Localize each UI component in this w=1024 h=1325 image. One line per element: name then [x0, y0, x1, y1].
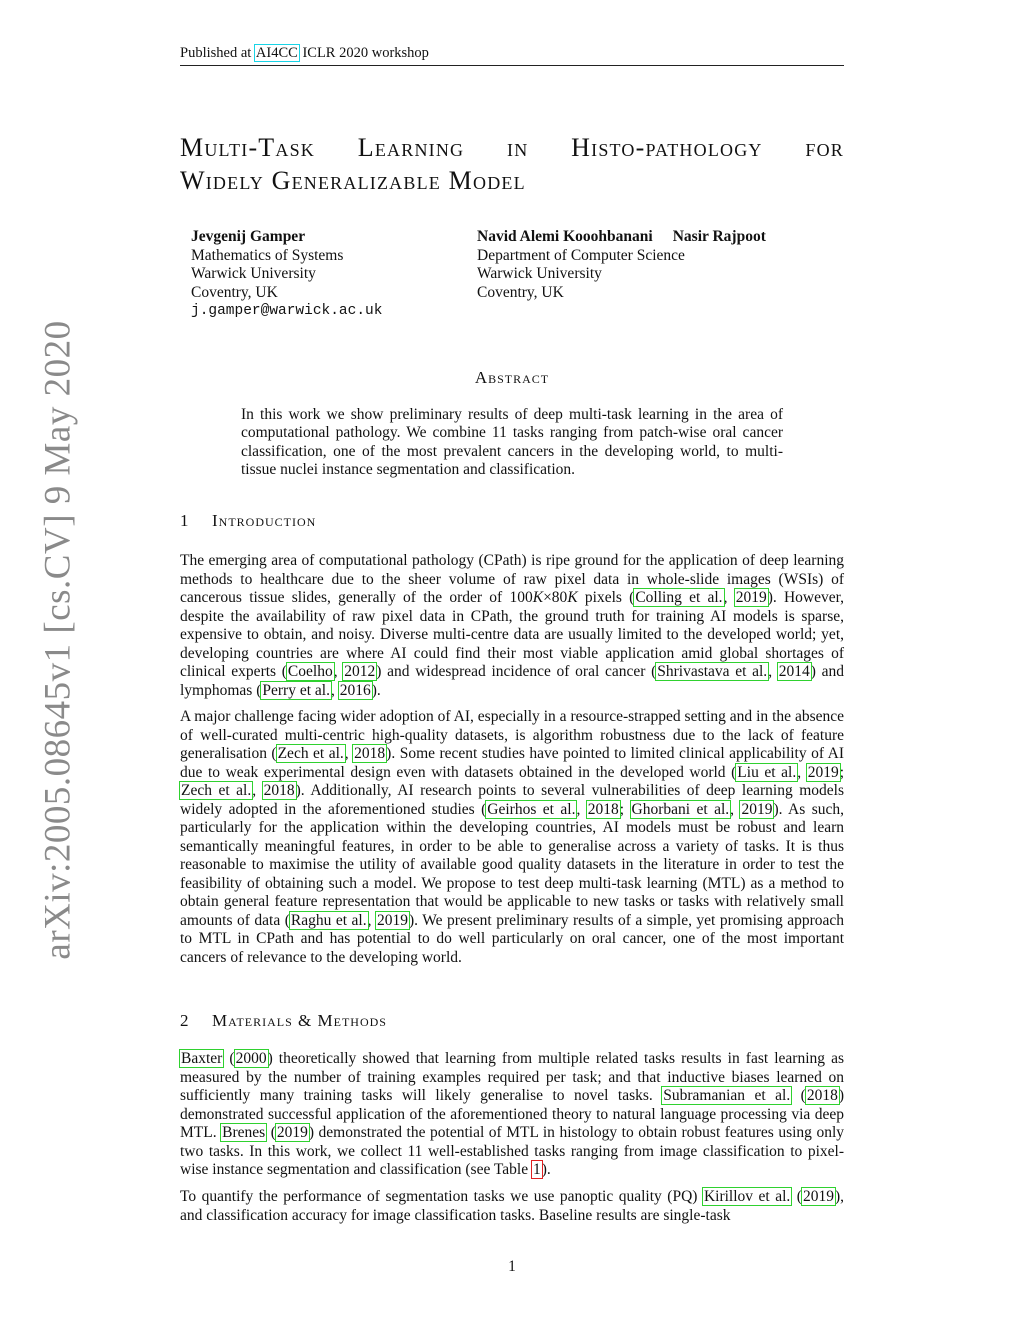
text-run: ( — [791, 1188, 802, 1205]
text-run: To quantify the performance of segmentation tasks we use panoptic quality (PQ) — [180, 1188, 703, 1205]
paper-title — [180, 131, 844, 197]
citation-link[interactable]: 2019 — [741, 800, 773, 818]
section-heading-materials-methods — [180, 1011, 387, 1031]
citation-link[interactable]: 2018 — [263, 782, 295, 799]
text-run: ). However, despite the availability of raw pixel data in CPath, the ground truth for training AI models is sparse, expensive to obtain, and noisy. Diverse multi-centre data are usually limited to the developed world; yet, developing countries are where AI could find their most viable application amid global shortages of clinical experts ( — [180, 589, 845, 680]
citation-link[interactable]: Geirhos et al. — [487, 800, 576, 818]
text-run: , — [344, 745, 354, 762]
text-run: ) and widespread incidence of oral cancer ( — [376, 663, 657, 680]
venue-link[interactable]: AI4CC — [255, 45, 298, 61]
text-run: ), and classification accuracy for image classification tasks. Baseline results are single-task — [180, 1188, 844, 1224]
author-block-1 — [191, 228, 382, 321]
text-run: ). — [541, 1161, 551, 1178]
text-run: ). — [371, 681, 381, 699]
text-run: ) theoretically showed that learning from multiple related tasks results in fast learning as measured by the number of training examples required per task; and that inductive biases learned on sufficiently many training tasks will likely generalise to novel tasks. — [180, 1050, 844, 1104]
citation-link[interactable]: Shrivastava et al. — [657, 663, 768, 680]
page-number: 1 — [508, 1258, 516, 1275]
arxiv-identifier: arXiv:2005.08645v1 [cs.CV] 9 May 2020 — [37, 320, 79, 960]
citation-link[interactable]: Ghorbani et al. — [631, 800, 730, 818]
citation-link[interactable]: 2000 — [235, 1050, 267, 1067]
citation-link[interactable]: Perry et al. — [262, 681, 330, 699]
citation-link[interactable]: Coelho — [287, 663, 333, 680]
text-run: pixels ( — [577, 589, 635, 606]
methods-paragraph-2 — [180, 1188, 844, 1225]
author-univ: Warwick University — [477, 265, 602, 282]
citation-link[interactable]: Kirillov et al. — [703, 1188, 791, 1205]
citation-link[interactable]: Baxter — [181, 1050, 223, 1067]
citation-link[interactable]: 2019 — [276, 1124, 308, 1141]
citation-link[interactable]: Zech et al. — [181, 782, 252, 799]
math-symbol: K — [567, 589, 578, 606]
text-run: The emerging area of computational pathology (CPath) is ripe ground for the application of deep learning methods to healthcare due to the sheer volume of raw pixel data in whole-slide images (WSIs) of cancerous tissue slides, generally of the order of 100 — [180, 552, 844, 606]
author-block-2 — [477, 228, 766, 302]
title-line-2: Widely Generalizable Model — [180, 166, 526, 195]
citation-link[interactable]: 2014 — [778, 663, 810, 680]
author-name: Nasir Rajpoot — [672, 228, 766, 245]
citation-link[interactable]: 2018 — [354, 745, 386, 762]
intro-paragraph-1 — [180, 552, 844, 700]
citation-link[interactable]: 2019 — [802, 1188, 834, 1205]
text-run: ). We present preliminary results of a simple, yet promising approach to MTL in CPath and has potential to do well particularly on oral cancer, one of the most important cancers of relevance to the developing world. — [180, 911, 845, 966]
citation-link[interactable]: 2012 — [344, 663, 376, 680]
text-run: , — [367, 911, 376, 929]
author-univ: Warwick University — [191, 265, 316, 282]
abstract-text: In this work we show preliminary results of deep multi-task learning in the area of computational pathology. We combine 11 tasks ranging from patch-wise oral cancer classification, one of the most prevalent cancers in the developing world, to multi-tissue nuclei instance segmentation and classification. — [241, 406, 783, 479]
citation-link[interactable]: 2018 — [587, 800, 619, 818]
section-title: Materials & Methods — [212, 1011, 387, 1030]
text-run: , — [576, 800, 587, 818]
text-run: , — [252, 782, 263, 799]
text-run: A major challenge facing wider adoption of AI, especially in a resource-strapped setting and in the absence of well-curated multi-centric high-quality datasets, is algorithm robustness due to the lack of feature generalisation ( — [180, 708, 844, 762]
section-number: 2 — [180, 1011, 190, 1030]
running-header — [180, 44, 844, 66]
citation-link[interactable]: 2019 — [807, 763, 839, 781]
text-run: ). As such, particularly for the application within the developing countries, AI models must be robust and learn semantically meaningful features, in order to be able to generalise across a variety of tasks. It is thus reasonable to maximise the utility of available good quality datasets in the literature in order to test the feasibility of obtaining such a model. We propose to test deep multi-task learning (MTL) as a method to obtain general feature representation that would be applicable to new tasks or tasks with relatively small amounts of data ( — [180, 800, 844, 929]
citation-link[interactable]: Zech et al. — [277, 745, 344, 762]
text-run: , — [730, 800, 741, 818]
text-run: ( — [266, 1124, 276, 1141]
author-location: Coventry, UK — [477, 283, 564, 301]
text-run: ). Some recent studies have pointed to limited clinical applicability of AI due to weak experimental design even with datasets obtained in the developed world ( — [180, 745, 845, 781]
citation-link[interactable]: Colling et al. — [635, 589, 723, 606]
citation-link[interactable]: Subramanian et al. — [663, 1087, 791, 1104]
header-suffix: ICLR 2020 workshop — [298, 45, 429, 61]
citation-link[interactable]: 2019 — [735, 589, 767, 606]
author-name: Jevgenij Gamper — [191, 228, 306, 245]
abstract-heading: Abstract — [474, 368, 550, 387]
text-run: ×80 — [543, 589, 568, 606]
author-location: Coventry, UK — [191, 283, 278, 301]
text-run: ) and lymphomas ( — [180, 663, 844, 699]
text-run: ; — [839, 763, 844, 781]
author-name: Navid Alemi Kooohbanani — [477, 228, 653, 245]
citation-link[interactable]: 2018 — [806, 1087, 838, 1104]
text-run: , — [333, 663, 344, 680]
text-run: ). Additionally, AI research points to several vulnerabilities of deep learning models widely adopted in the aforementioned studies ( — [180, 782, 844, 818]
intro-paragraph-2 — [180, 708, 844, 967]
text-run: ) demonstrated the potential of MTL in histology to obtain robust features using only two tasks. In this work, we collect 11 well-established tasks ranging from image classification to pixel-wise instance segmentation and classification (see Table — [180, 1124, 845, 1178]
text-run: ) demonstrated successful application of the aforementioned theory to natural language processing via deep MTL. — [180, 1087, 845, 1141]
section-heading-introduction — [180, 511, 316, 531]
citation-link[interactable]: 2016 — [339, 681, 371, 699]
math-symbol: K — [532, 589, 544, 606]
text-run: ( — [791, 1087, 806, 1104]
text-run: ( — [223, 1050, 235, 1067]
table-reference-link[interactable]: 1 — [533, 1161, 541, 1178]
title-line-1: Multi-Task Learning in Histo-pathology for — [180, 133, 844, 162]
text-run: , — [330, 681, 339, 699]
section-title: Introduction — [212, 511, 317, 530]
text-run: , — [723, 589, 735, 606]
author-dept: Department of Computer Science — [477, 246, 685, 264]
author-email[interactable]: j.gamper@warwick.ac.uk — [191, 303, 383, 319]
section-number: 1 — [180, 511, 190, 530]
citation-link[interactable]: 2019 — [376, 911, 408, 929]
citation-link[interactable]: Raghu et al. — [290, 911, 367, 929]
citation-link[interactable]: Brenes — [222, 1124, 266, 1141]
citation-link[interactable]: Liu et al. — [737, 763, 797, 781]
header-prefix: Published at — [180, 45, 255, 61]
methods-paragraph-1 — [180, 1050, 844, 1180]
text-run: ; — [619, 800, 631, 818]
author-dept: Mathematics of Systems — [191, 246, 344, 264]
text-run: , — [768, 663, 778, 680]
text-run: , — [797, 763, 807, 781]
